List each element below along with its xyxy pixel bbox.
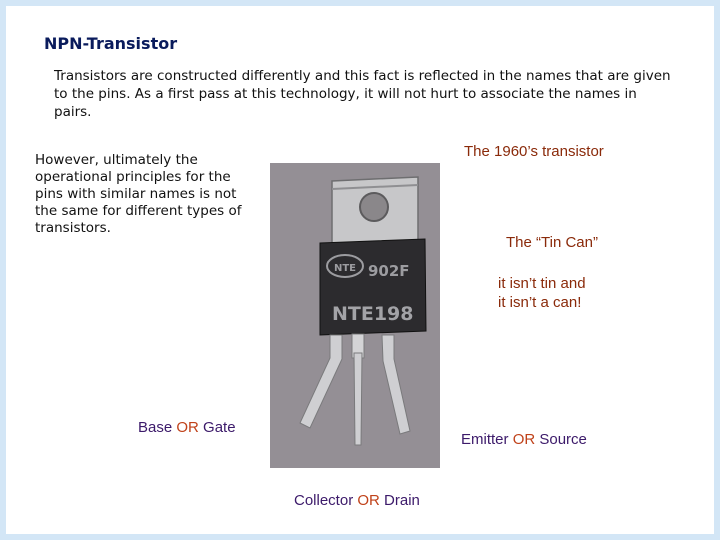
collector-label: Collector [294,492,354,509]
gate-label: Gate [203,419,236,436]
drain-label: Drain [384,492,420,509]
source-label: Source [539,431,587,448]
intro-paragraph: Transistors are constructed differently and this fact is reflected in the names that are given to the pins. As a first pass at this technology, it will not hurt to associate the names in pairs. [54,68,671,120]
transistor-image [270,163,440,468]
note-not-tin-line1: it isn’t tin and [498,275,586,292]
or-word: OR [176,419,199,436]
or-word: OR [512,431,536,448]
note-tin-can: The “Tin Can” [506,234,598,251]
base-label: Base [138,419,173,436]
collector-drain-label [294,492,420,509]
or-word: OR [357,492,380,509]
slide-title: NPN-Transistor [44,34,178,53]
transistor-photo [270,163,440,468]
part-number: NTE198 [332,303,414,325]
side-note: However, ultimately the operational principles for the pins with similar names is not the same for different types of transistors. [35,152,242,236]
logo-text: NTE [333,263,357,274]
emitter-source-label [461,431,587,448]
emitter-label: Emitter [461,431,509,448]
note-1960-transistor: The 1960’s transistor [464,143,604,160]
note-not-tin-line2: it isn’t a can! [498,294,582,311]
base-gate-label [138,419,236,436]
marking-code: 902F [368,262,410,280]
